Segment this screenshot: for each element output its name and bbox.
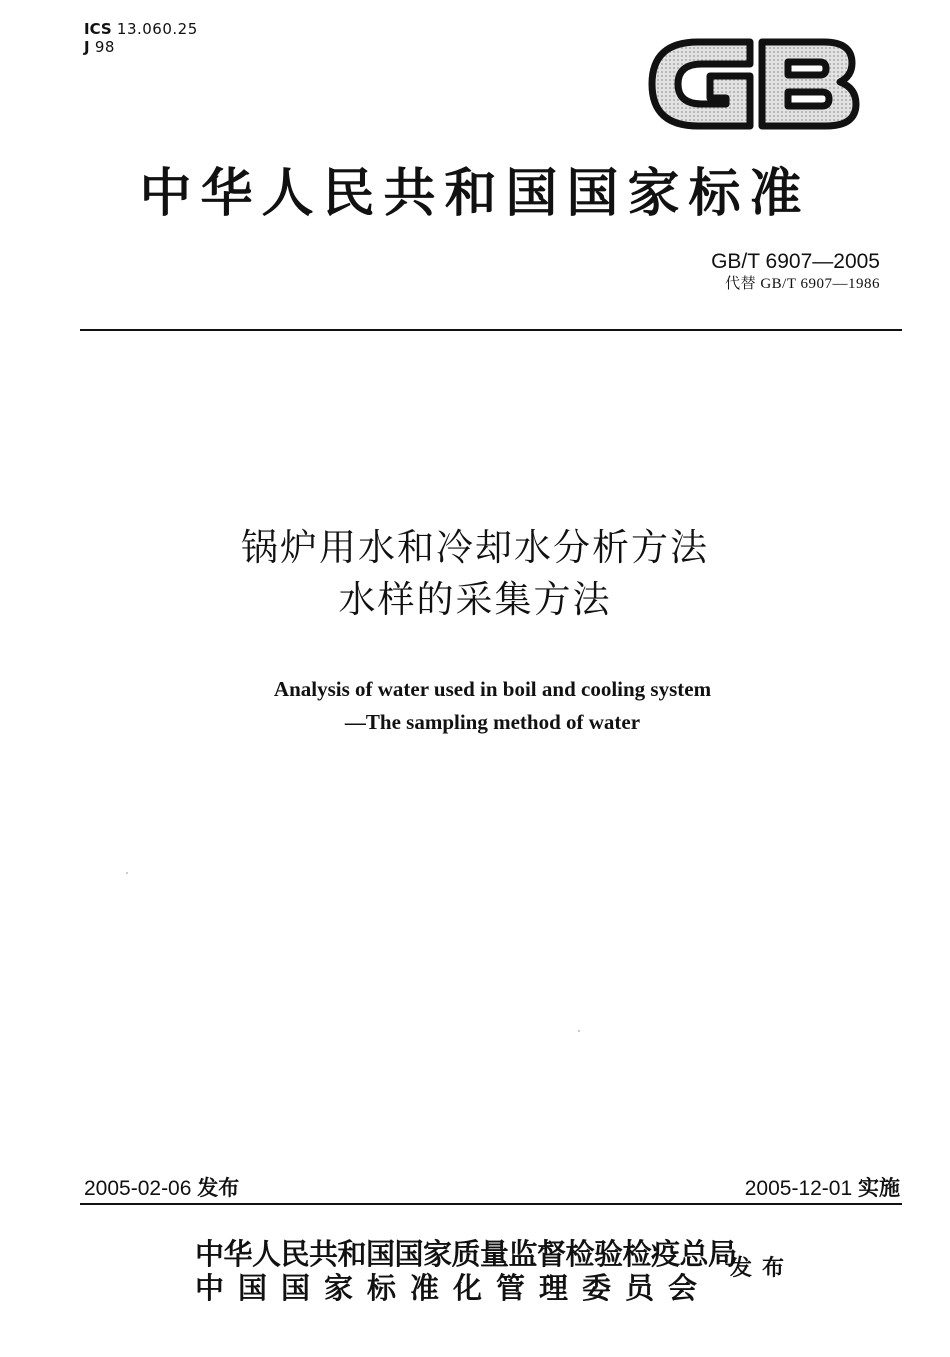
- national-standard-title: 中华人民共和国国家标准: [139, 163, 811, 224]
- footer-divider: [80, 1203, 902, 1205]
- gb-logo: [648, 30, 860, 138]
- scan-speck: [578, 1030, 580, 1032]
- issuer-aqsiq: 中华人民共和国国家质量监督检验检疫总局: [195, 1237, 737, 1271]
- effective-date: [745, 1175, 900, 1202]
- ccs-label: J: [84, 38, 90, 56]
- scan-speck: [126, 872, 128, 874]
- issuer-sac: 中国国家标准化管理委员会: [195, 1271, 712, 1305]
- ics-code-line: [84, 20, 198, 38]
- standard-number: GB/T 6907—2005: [711, 250, 880, 273]
- chinese-title-line1: 锅炉用水和冷却水分析方法: [241, 526, 709, 569]
- ccs-value: 98: [94, 38, 115, 56]
- replaces-standard: 代替 GB/T 6907—1986: [725, 276, 880, 292]
- chinese-title-line2: 水样的采集方法: [338, 578, 612, 621]
- effective-date-value: 2005-12-01: [744, 1177, 853, 1200]
- issue-date-value: 2005-02-06: [84, 1177, 192, 1200]
- english-title-line1: Analysis of water used in boil and cooling system: [273, 677, 712, 701]
- publish-label: 发布: [730, 1255, 795, 1281]
- ics-label: ICS: [84, 20, 112, 38]
- chinese-title: [0, 522, 950, 626]
- classification-codes: [84, 20, 198, 56]
- ics-value: 13.060.25: [116, 20, 198, 38]
- gb-logo-graphic: [648, 30, 860, 138]
- english-title: [0, 673, 950, 739]
- english-title-line2: —The sampling method of water: [344, 710, 641, 734]
- effective-date-word: 实施: [858, 1176, 900, 1200]
- header-divider: [80, 329, 902, 331]
- issue-date: [84, 1175, 239, 1202]
- issue-date-word: 发布: [197, 1176, 240, 1200]
- ccs-code-line: [84, 38, 198, 56]
